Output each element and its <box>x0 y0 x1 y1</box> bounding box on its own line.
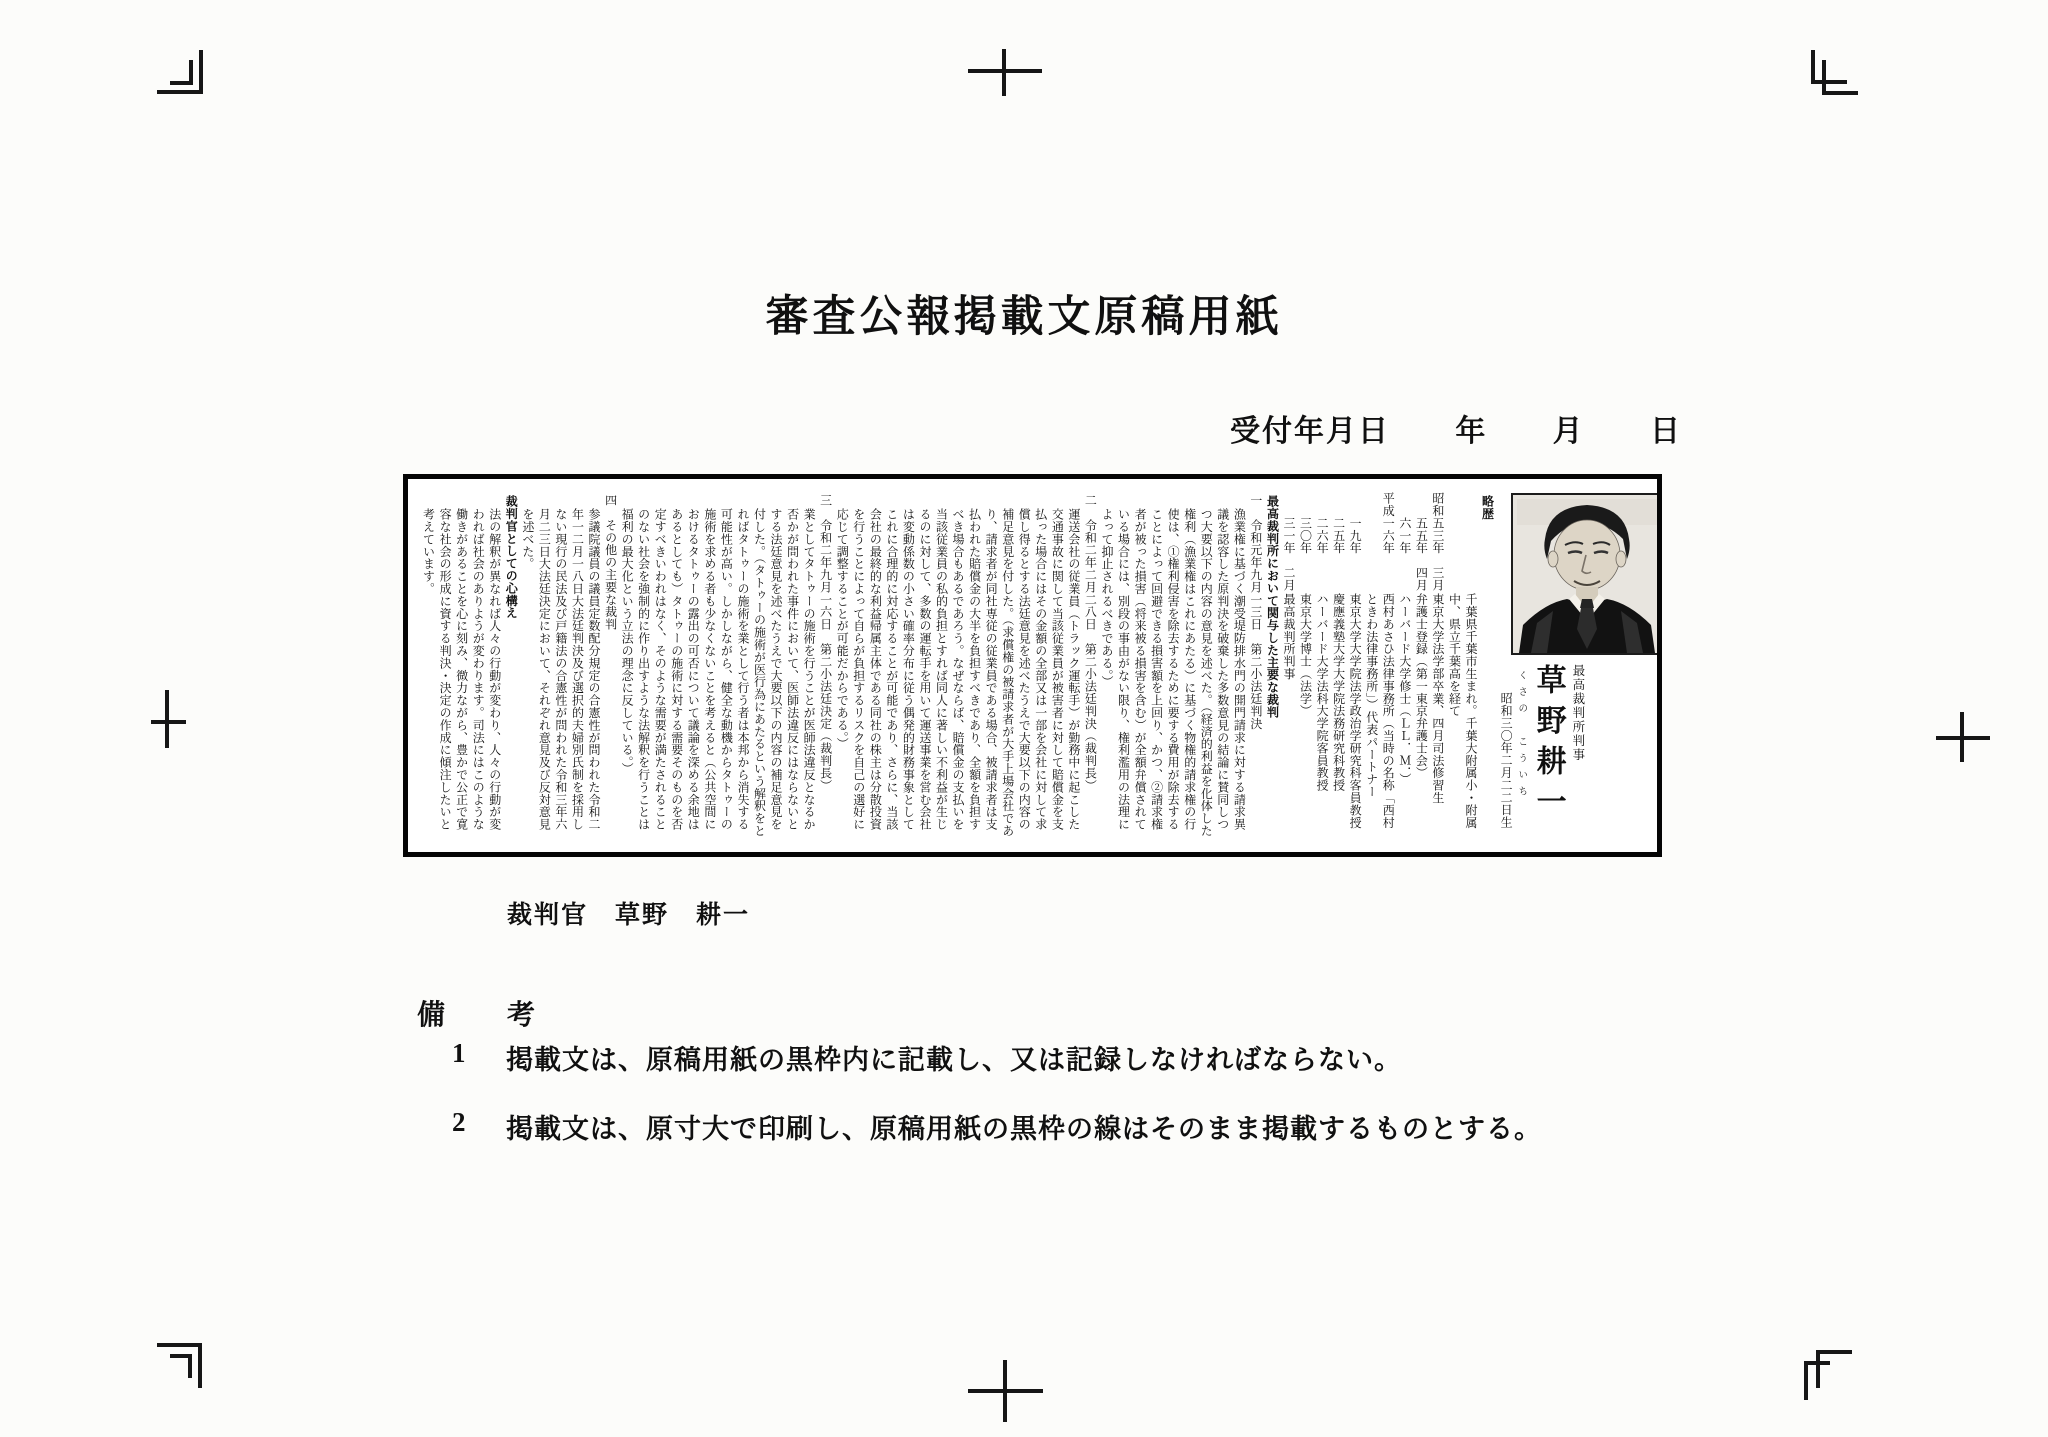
trial-item-body: 漁業権に基づく潮受堤防排水門の開門請求に対する請求異議を認容した原判決を破棄した多数意見の結論に賛同しつつ大要以下の内容の意見を述べた。（経済的利益を化体した権利（漁業権はこれにあたる）に基づく物権的請求権の行使は、①権利侵害を除去するために要する費用が除去することによって回避できる損害額を上回り、かつ、②請求権者が被った損害（将来被る損害を含む）が全額弁償されている場合には、別段の事由がない限り、権利濫用の法理によって抑止されるべきである。） <box>1099 508 1247 837</box>
remark-item <box>452 1107 1542 1146</box>
remark-number: 1 <box>452 1038 467 1068</box>
judge-signature-line: 裁判官 草野 耕一 <box>507 902 751 929</box>
page-title: 審査公報掲載文原稿用紙 <box>765 294 1283 341</box>
judge-office-title: 最高裁判所判事 <box>1570 664 1585 762</box>
remark-number: 2 <box>452 1107 467 1137</box>
remark-text: 掲載文は、原稿用紙の黒枠内に記載し、又は記録しなければならない。 <box>506 1045 1402 1075</box>
career-entry-text: 東京大学大学院法学政治学研究科客員教授 <box>1348 593 1363 829</box>
career-entry-text: 西村あさひ法律事務所（当時の名称「西村ときわ法律事務所」）代表パートナー <box>1364 593 1396 829</box>
career-entry <box>1363 492 1396 839</box>
motto-body: 法の解釈が異なれば人々の行動が変わり、人々の行動が変われば社会のありようが変わります。司法にはこのような働きがあることを心に刻み、微力ながら、豊かで公正で寛容な社会の形成に資する判決・決定の作成に傾注したいと考えています。 <box>421 508 502 831</box>
judge-name: 草野耕一 <box>1531 664 1565 826</box>
career-entry <box>1314 492 1331 839</box>
crop-mark-bottom-center <box>968 1360 1043 1422</box>
career-entry-text: ハーバード大学法科大学院客員教授 <box>1315 593 1330 792</box>
crop-mark-bottom-right <box>1806 1352 1852 1400</box>
reception-date-line <box>1230 406 1682 450</box>
trial-item-body: 業としてタトゥーの施術を行うことが医師法違反となるか否かが問われた事件において、医師法違反にはならないとする法廷意見を述べたうえで大要以下の内容の補足意見を付した。（タトゥーの施術が医行為にあたるという解釈をとればタトゥーの施術を業として行う者は本邦から消失する可能性が高い。しかしながら、健全な動機からタトゥーの施術を求める者も少なくないことを考えると（公共空間におけるタトゥーの露出の可否について議論を深める余地はあるとしても）タトゥーの施術に対する需要そのものを否定すべきいわれはなく、そのような需要が満たされることのない社会を強制的に作り出すような法解釈を行うことは福利の最大化という立法の理念に反している。） <box>620 508 817 837</box>
career-entry-year: 一九年 <box>1348 492 1363 554</box>
career-entry-text: 弁護士登録（第一東京弁護士会） <box>1414 593 1429 779</box>
crop-mark-top-right <box>1813 50 1858 93</box>
trial-item-title: 一 令和元年九月一三日 第二小法廷判決 <box>1248 494 1263 730</box>
reception-month-label: 月 <box>1552 415 1585 448</box>
manuscript-black-frame <box>403 474 1662 857</box>
career-entry <box>1280 492 1297 839</box>
reception-label: 受付年月日 <box>1230 415 1390 448</box>
career-entry-text: 最高裁判所判事 <box>1281 593 1296 680</box>
career-entry-year: 五五年 四月 <box>1414 492 1429 592</box>
career-entry <box>1446 492 1479 839</box>
career-entry-year: 六一年 <box>1397 492 1412 554</box>
trials-section-header: 最高裁判所において関与した主要な裁判 <box>1265 495 1280 719</box>
crop-mark-top-center <box>968 49 1042 96</box>
career-entry <box>1330 492 1347 839</box>
judge-birthdate: 昭和三〇年二月二二日生 <box>1499 692 1514 829</box>
career-entry <box>1429 492 1446 839</box>
career-entry-year: 二五年 <box>1331 492 1346 554</box>
career-entry <box>1347 492 1364 839</box>
crop-mark-bottom-left <box>157 1345 200 1388</box>
remarks-list <box>452 1038 1542 1176</box>
career-entry-text: 東京大学法学部卒業、四月司法修習生 <box>1430 593 1445 804</box>
motto-section-header: 裁判官としての心構え <box>504 495 519 619</box>
judge-portrait-photo <box>1511 493 1662 655</box>
career-entry <box>1396 492 1413 839</box>
career-section-header: 略歴 <box>1480 495 1495 520</box>
trial-item-title: 三 令和二年九月一六日 第二小法廷決定（裁判長） <box>818 494 833 792</box>
reception-year-label: 年 <box>1455 415 1488 448</box>
trial-item-title: 二 令和二年二月二八日 第二小法廷判決（裁判長） <box>1083 494 1098 792</box>
trial-item-title: 四 その他の主要な裁判 <box>603 494 618 631</box>
reception-day-label: 日 <box>1649 415 1682 448</box>
vertical-text-flow <box>420 492 1662 839</box>
career-entry-text: 慶應義塾大学大学院法務研究科教授 <box>1331 593 1346 792</box>
judge-name-furigana: くさの こういち <box>1516 670 1527 803</box>
judge-name-block <box>1498 662 1586 838</box>
career-entry <box>1297 492 1314 839</box>
trial-item-body: 参議院議員の議員定数配分規定の合憲性が問われた令和二年一二月一八日大法廷判決及び選択的夫婦別氏制を採用しない現行の民法及び戸籍法の合憲性が問われた令和三年六月二三日大法廷決定において、それぞれ意見及び反対意見を述べた。 <box>520 508 602 831</box>
remark-item <box>452 1038 1542 1077</box>
remarks-header: 備 考 <box>417 1000 538 1031</box>
crop-mark-middle-right <box>1936 712 1990 762</box>
career-entry-text: 千葉県千葉市生まれ。千葉大附属小・附属中、県立千葉高を経て <box>1447 593 1478 829</box>
career-entry-text: ハーバード大学修士（ＬＬ．Ｍ．） <box>1397 593 1412 786</box>
crop-mark-middle-left <box>151 690 186 748</box>
career-entry-text: 東京大学博士（法学） <box>1298 593 1313 717</box>
career-entry-year: 平成一六年 <box>1381 492 1396 554</box>
trial-item-body: 運送会社の従業員（トラック運転手）が勤務中に起こした交通事故に関して当該従業員が被害者に対して賠償金を支払った場合にはその金額の全部又は一部を会社に対して求償し得るとする法廷意見を述べたうえで大要以下の内容の補足意見を付した。（求償権の被請求者が大手上場会社であり、請求者が同社専従の従業員である場合、被請求者は支払われた賠償金の大半を負担すべきであり、全額を負担すべき場合もあるであろう。なぜならば、賠償金の支払いを当該従業員の私的負担とすれば同人に著しい不利益が生じるのに対して、多数の運転手を用いて運送事業を営む会社は変動係数の小さい確率分布に従う偶発的財務事象としてこれに合理的に対応することが可能であり、さらに、当該会社の最終的な利益帰属主体である同社の株主は分散投資を行うことによって自らが負担するリスクを自己の選好に応じて調整することが可能だからである。） <box>835 508 1081 837</box>
career-entry-year: 昭和五三年 三月 <box>1430 492 1445 592</box>
career-entry <box>1413 492 1430 839</box>
crop-mark-top-left <box>157 50 201 92</box>
career-entry-year: 二六年 <box>1315 492 1330 554</box>
career-entry-year: 三一年 二月 <box>1281 492 1296 592</box>
career-entry-year: 三〇年 <box>1298 492 1313 554</box>
remark-text: 掲載文は、原寸大で印刷し、原稿用紙の黒枠の線はそのまま掲載するものとする。 <box>506 1114 1542 1144</box>
judge-profile-block <box>1496 492 1662 839</box>
